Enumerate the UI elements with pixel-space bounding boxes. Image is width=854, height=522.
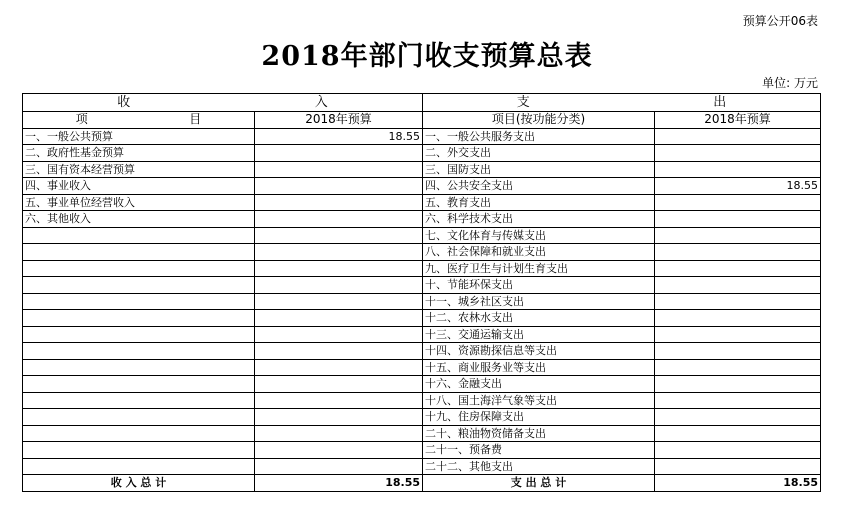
table-row [23, 194, 821, 211]
expense-item-cell: 二、外交支出 [423, 145, 655, 162]
expense-section-char-1: 支 [516, 95, 530, 110]
table-row [23, 310, 821, 327]
income-item-cell [23, 392, 255, 409]
table-row [23, 277, 821, 294]
income-amount-cell [255, 310, 423, 327]
table-row [23, 244, 821, 261]
expense-item-cell: 二十二、其他支出 [423, 458, 655, 475]
expense-section-char-2: 出 [713, 95, 727, 110]
expense-total-amount: 18.55 [655, 475, 821, 492]
income-item-cell [23, 376, 255, 393]
income-amount-cell [255, 277, 423, 294]
income-item-cell [23, 425, 255, 442]
unit-label: 单位: 万元 [762, 76, 818, 90]
income-item-cell: 四、事业收入 [23, 178, 255, 195]
income-amount-cell [255, 425, 423, 442]
expense-total-label: 支 出 总 计 [423, 475, 655, 492]
income-amount-cell [255, 293, 423, 310]
income-section-char-2: 入 [314, 95, 328, 110]
income-amount-cell [255, 145, 423, 162]
table-row [23, 178, 821, 195]
expense-amount-cell [655, 211, 821, 228]
expense-item-cell: 二十、粮油物资储备支出 [423, 425, 655, 442]
expense-amount-cell [655, 145, 821, 162]
income-total-label: 收 入 总 计 [23, 475, 255, 492]
expense-item-cell: 六、科学技术支出 [423, 211, 655, 228]
section-header-row [23, 94, 821, 112]
income-amount-cell [255, 211, 423, 228]
income-item-cell: 二、政府性基金预算 [23, 145, 255, 162]
expense-amount-cell [655, 376, 821, 393]
expense-item-cell: 十三、交通运输支出 [423, 326, 655, 343]
income-item-cell [23, 227, 255, 244]
income-item-cell [23, 260, 255, 277]
page-title: 2018年部门收支预算总表 [261, 41, 593, 72]
income-amount-cell [255, 326, 423, 343]
expense-amount-cell [655, 425, 821, 442]
income-amount-cell [255, 260, 423, 277]
expense-amount-cell [655, 293, 821, 310]
income-item-cell [23, 326, 255, 343]
income-amount-cell [255, 343, 423, 360]
income-amount-cell: 18.55 [255, 128, 423, 145]
income-amount-cell [255, 392, 423, 409]
income-total-amount: 18.55 [255, 475, 423, 492]
table-row [23, 227, 821, 244]
table-body [23, 94, 821, 492]
table-number-label: 预算公开06表 [742, 14, 818, 28]
expense-amount-cell [655, 343, 821, 360]
income-item-cell: 五、事业单位经营收入 [23, 194, 255, 211]
income-item-col-char-2: 目 [189, 112, 202, 127]
expense-amount-cell [655, 392, 821, 409]
income-amount-cell [255, 442, 423, 459]
income-item-cell [23, 310, 255, 327]
income-amount-cell [255, 244, 423, 261]
expense-item-cell: 四、公共安全支出 [423, 178, 655, 195]
expense-item-column-header: 项目(按功能分类) [423, 112, 655, 129]
expense-item-cell: 三、国防支出 [423, 161, 655, 178]
table-row [23, 376, 821, 393]
expense-amount-cell [655, 161, 821, 178]
total-row [23, 475, 821, 492]
table-row [23, 343, 821, 360]
expense-amount-cell [655, 244, 821, 261]
income-item-cell: 三、国有资本经营预算 [23, 161, 255, 178]
expense-section-header [423, 94, 821, 112]
expense-item-cell: 十一、城乡社区支出 [423, 293, 655, 310]
expense-amount-cell [655, 260, 821, 277]
expense-amount-cell [655, 458, 821, 475]
income-item-cell [23, 277, 255, 294]
expense-item-cell: 二十一、预备费 [423, 442, 655, 459]
expense-item-cell: 七、文化体育与传媒支出 [423, 227, 655, 244]
expense-item-cell: 十五、商业服务业等支出 [423, 359, 655, 376]
expense-item-cell: 十六、金融支出 [423, 376, 655, 393]
expense-item-cell: 八、社会保障和就业支出 [423, 244, 655, 261]
income-item-column-header [23, 112, 255, 129]
expense-amount-cell [655, 359, 821, 376]
income-item-cell [23, 442, 255, 459]
table-row [23, 128, 821, 145]
income-amount-cell [255, 409, 423, 426]
income-section-header [23, 94, 423, 112]
expense-amount-cell [655, 442, 821, 459]
expense-budget-column-header: 2018年预算 [655, 112, 821, 129]
expense-item-cell: 十八、国土海洋气象等支出 [423, 392, 655, 409]
income-item-cell [23, 293, 255, 310]
income-amount-cell [255, 194, 423, 211]
expense-item-cell: 十九、住房保障支出 [423, 409, 655, 426]
expense-item-cell: 一、一般公共服务支出 [423, 128, 655, 145]
income-item-cell [23, 458, 255, 475]
budget-summary-table [22, 93, 821, 492]
table-row [23, 293, 821, 310]
expense-amount-cell: 18.55 [655, 178, 821, 195]
expense-amount-cell [655, 128, 821, 145]
income-section-char-1: 收 [117, 95, 131, 110]
expense-item-cell: 十二、农林水支出 [423, 310, 655, 327]
expense-item-cell: 十四、资源勘探信息等支出 [423, 343, 655, 360]
income-item-col-char-1: 项 [75, 112, 88, 127]
table-row [23, 359, 821, 376]
table-row [23, 392, 821, 409]
table-row [23, 211, 821, 228]
table-row [23, 458, 821, 475]
income-budget-column-header: 2018年预算 [255, 112, 423, 129]
income-amount-cell [255, 458, 423, 475]
expense-amount-cell [655, 277, 821, 294]
column-header-row [23, 112, 821, 129]
expense-item-cell: 九、医疗卫生与计划生育支出 [423, 260, 655, 277]
expense-amount-cell [655, 310, 821, 327]
expense-item-cell: 十、节能环保支出 [423, 277, 655, 294]
expense-amount-cell [655, 409, 821, 426]
income-amount-cell [255, 161, 423, 178]
expense-amount-cell [655, 194, 821, 211]
income-item-cell [23, 244, 255, 261]
expense-item-cell: 五、教育支出 [423, 194, 655, 211]
income-item-cell [23, 343, 255, 360]
income-amount-cell [255, 227, 423, 244]
table-row [23, 409, 821, 426]
expense-amount-cell [655, 227, 821, 244]
income-item-cell: 六、其他收入 [23, 211, 255, 228]
table-row [23, 326, 821, 343]
income-amount-cell [255, 359, 423, 376]
table-row [23, 425, 821, 442]
income-amount-cell [255, 178, 423, 195]
table-row [23, 260, 821, 277]
income-item-cell [23, 359, 255, 376]
table-row [23, 145, 821, 162]
income-item-cell: 一、一般公共预算 [23, 128, 255, 145]
table-row [23, 442, 821, 459]
table-row [23, 161, 821, 178]
income-item-cell [23, 409, 255, 426]
income-amount-cell [255, 376, 423, 393]
expense-amount-cell [655, 326, 821, 343]
